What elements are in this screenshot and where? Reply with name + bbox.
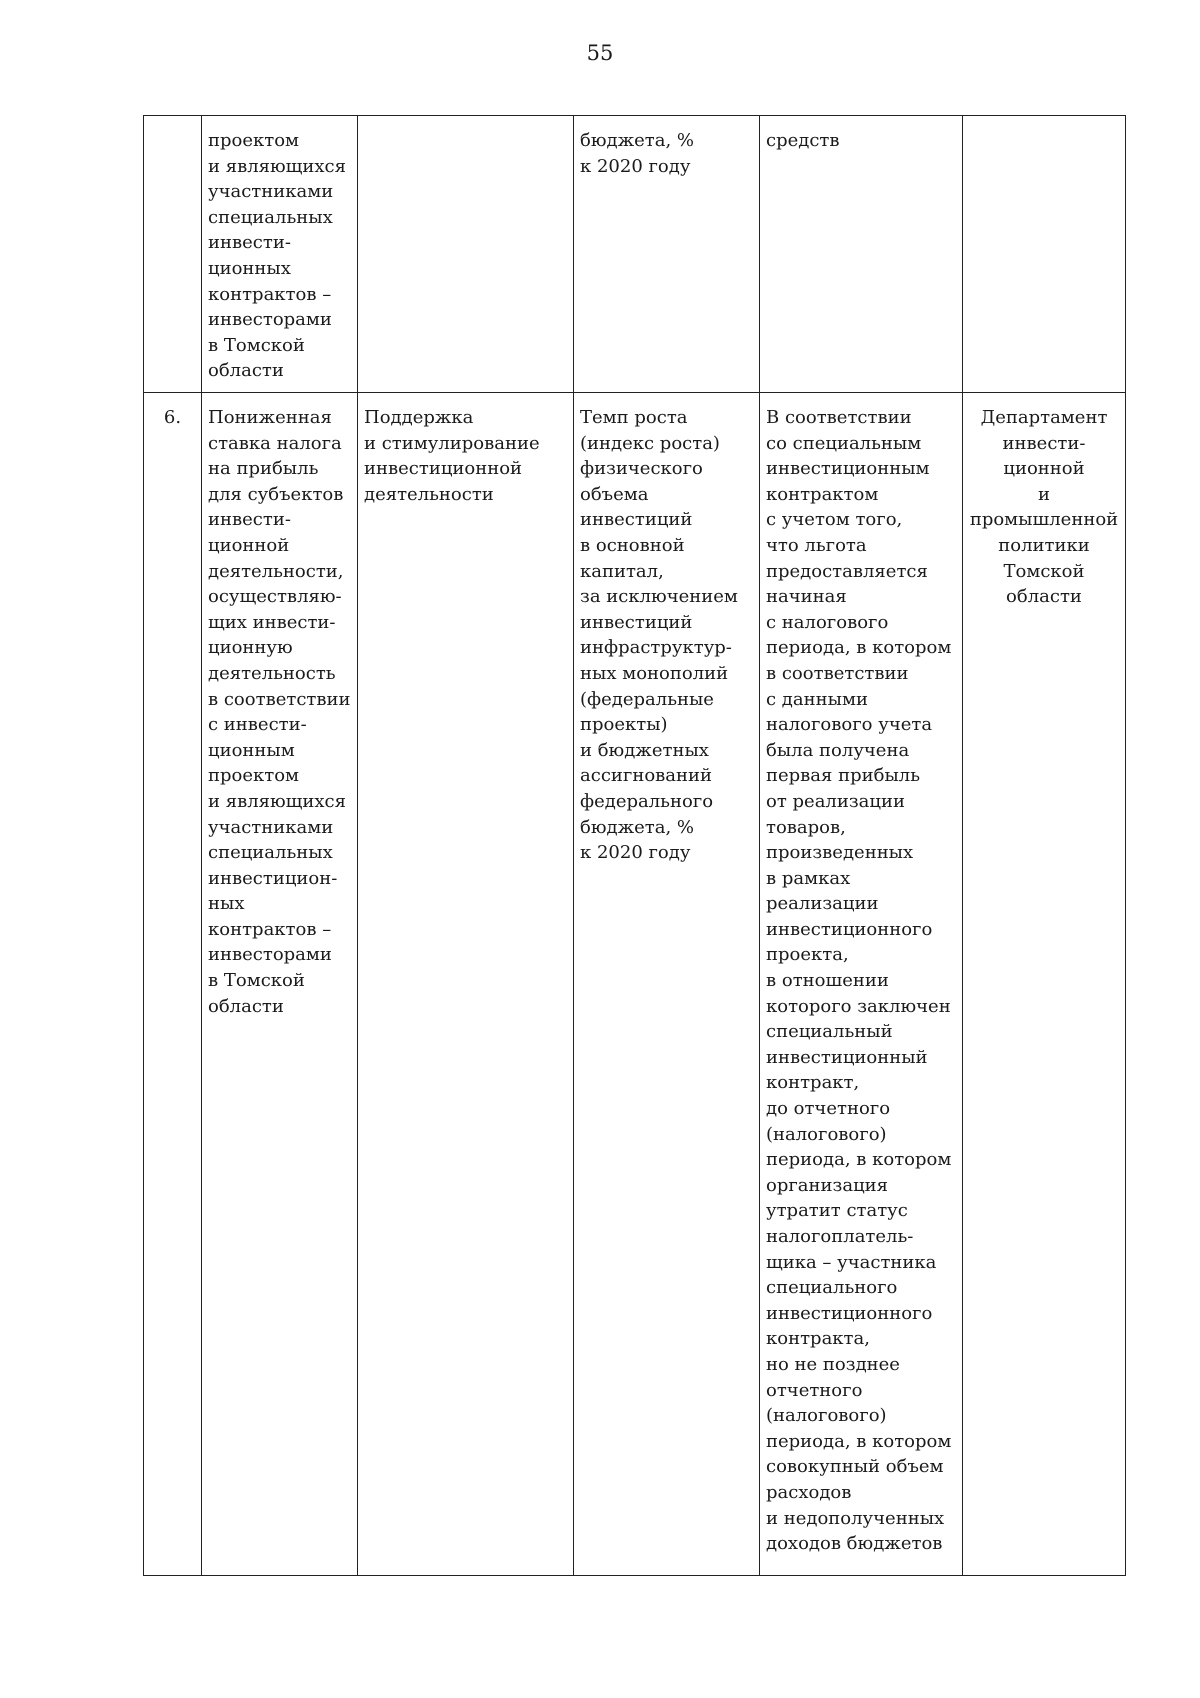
goal-cell (358, 116, 574, 393)
table-row (144, 116, 1126, 393)
term-cell: В соответствии со специальным инвестиционным контрактом с учетом того, что льгота предоставляется начиная с налогового периода, в котором в соответствии с данными налогового учета была получена первая прибыль от реализации товаров, произведенных в рамках реализации инвестиционного проекта, в отношении которого заключен специальный инвестиционный контракт, до отчетного (налогового) периода, в котором организация утратит статус налогоплатель- щика – участника специального инвестиционного контракта, но не позднее отчетного (налогового) периода, в котором совокупный объем расходов и недополученных доходов бюджетов (760, 393, 963, 1576)
term-cell: средств (760, 116, 963, 393)
benefit-name-cell: проектом и являющихся участниками специальных инвести- ционных контрактов – инвесторами в Томской области (202, 116, 358, 393)
goal-cell: Поддержка и стимулирование инвестиционной деятельности (358, 393, 574, 1576)
indicator-cell: бюджета, % к 2020 году (574, 116, 760, 393)
row-number-cell: 6. (144, 393, 202, 1576)
indicator-cell: Темп роста (индекс роста) физического объема инвестиций в основной капитал, за исключением инвестиций инфраструктур- ных монополий (федеральные проекты) и бюджетных ассигнований федерального бюджета, % к 2020 году (574, 393, 760, 1576)
table-row (144, 393, 1126, 1576)
row-number-cell (144, 116, 202, 393)
curator-cell: Департамент инвести- ционной и промышленной политики Томской области (963, 393, 1126, 1576)
page-number: 55 (586, 41, 614, 65)
benefit-name-cell: Пониженная ставка налога на прибыль для субъектов инвести- ционной деятельности, осуществляю- щих инвести- ционную деятельность в соответствии с инвести- ционным проектом и являющихся участниками специальных инвестицион- ных контрактов – инвесторами в Томской области (202, 393, 358, 1576)
benefits-table (143, 115, 1126, 1576)
curator-cell (963, 116, 1126, 393)
